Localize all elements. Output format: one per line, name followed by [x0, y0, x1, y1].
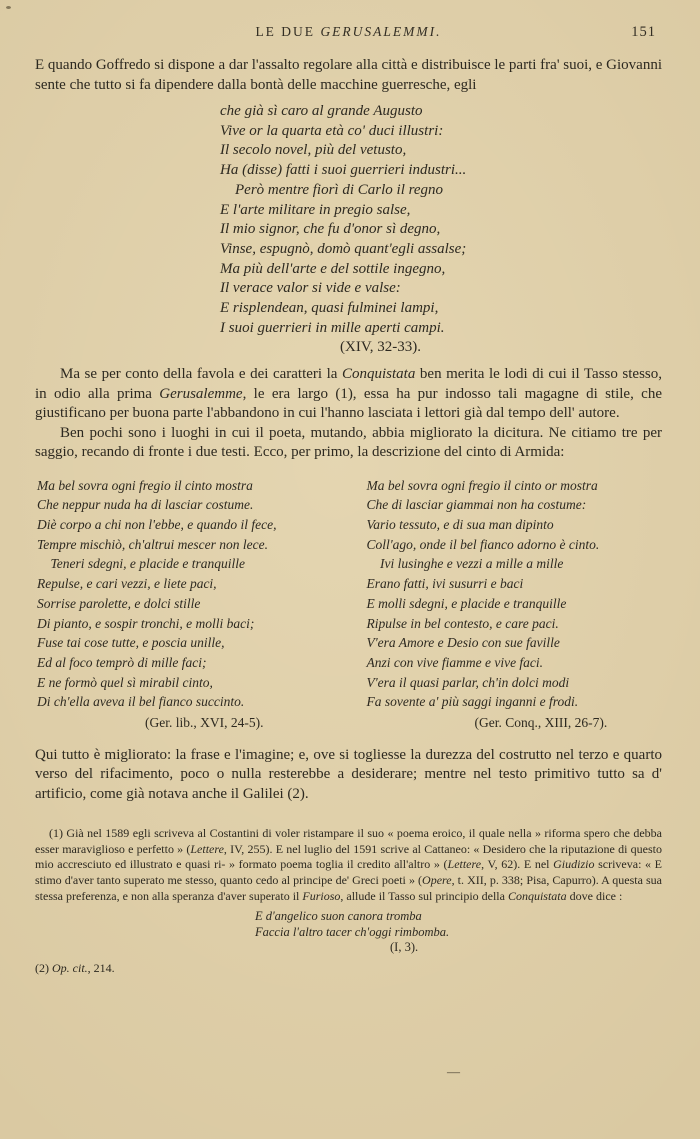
italic-text: Conquistata	[342, 366, 416, 383]
verse-line: Diè corpo a chi non l'ebbe, e quando il fece,	[37, 517, 277, 533]
verse-citation: (I, 3).	[390, 940, 419, 955]
italic-text: Gerusalemme	[159, 385, 243, 402]
verse-line: Repulse, e cari vezzi, e liete paci,	[37, 576, 217, 592]
verse-lines	[367, 476, 663, 712]
separator-dash: —	[447, 1064, 459, 1079]
verse-line: Che di lasciar giammai non ha costume:	[366, 497, 587, 513]
verse-line: E risplendean, quasi fulminei lampi,	[220, 300, 439, 317]
paragraph-conclusion: Qui tutto è migliorato: la frase e l'imagine; e, ove si togliesse la durezza del costrutto nel terzo e quarto verso del rifacimento, poco o nulla resterebbe a desiderare; mentre nel testo primitivo tutto sa d' artificio, come già notava anche il Galilei (2).	[35, 746, 662, 802]
verse-line: Fa sovente a' più saggi inganni e frodi.	[366, 694, 579, 710]
verse-citation: (Ger. Conq., XIII, 26-7).	[474, 715, 608, 731]
verse-line: Il verace valor si vide e valse:	[220, 280, 401, 297]
verse-line: Ripulse in bel contesto, e care paci.	[366, 615, 559, 631]
verse-line: I suoi guerrieri in mille aperti campi.	[220, 319, 445, 336]
page-header	[35, 24, 662, 44]
verse-line: Tempre mischiò, ch'altrui mescer non lece.	[37, 536, 268, 552]
italic-text: Lettere	[447, 857, 482, 872]
verse-lines	[37, 476, 333, 712]
italic-text: Lettere	[190, 841, 224, 856]
verse-line: Ma bel sovra ogni fregio il cinto mostra	[37, 477, 253, 493]
verse-line: Vive or la quarta età co' duci illustri:	[220, 122, 444, 139]
verse-line: Il mio signor, che fu d'onor sì degno,	[220, 221, 441, 238]
italic-text: GERUSALEMMI.	[320, 24, 442, 39]
verse-line: Che neppur nuda ha di lasciar costume.	[37, 497, 254, 513]
verse-line: Di pianto, e sospir tronchi, e molli baci;	[37, 615, 255, 631]
verse-line: Erano fatti, ivi susurri e baci	[366, 576, 524, 592]
verse-line: Teneri sdegni, e placide e tranquille	[37, 556, 245, 572]
verse-line: Ma più dell'arte e del sottile ingegno,	[220, 260, 446, 277]
footnotes	[35, 826, 662, 976]
italic-text: Furioso	[302, 888, 341, 903]
verse-line: Vario tessuto, e di sua man dipinto	[366, 517, 554, 533]
verse-line: che già sì caro al grande Augusto	[220, 103, 423, 119]
paragraph-conquistata: Ma se per conto della favola e dei caratteri la Conquistata ben merita le lodi di cui il Tasso stesso, in odio alla prima Gerusalemme, le era largo (1), essa ha pur indosso tali magagne di stile, che giustificano per buona parte l'abbandono in cui l'hanno lasciata i lettori già dal tempo dell' autore.	[35, 366, 662, 422]
verse-line: Di ch'ella aveva il bel fianco succinto.	[37, 694, 245, 710]
verse-line: Ivi lusinghe e vezzi a mille a mille	[366, 556, 564, 572]
verse-line: Il secolo novel, più del vetusto,	[220, 142, 407, 159]
paper-speck	[6, 6, 11, 9]
paragraph-cinto-intro: Ben pochi sono i luoghi in cui il poeta, mutando, abbia migliorato la dicitura. Ne citiamo tre per saggio, recando di fronte i due testi. Ecco, per primo, la descrizione del cinto di Armida:	[35, 424, 662, 461]
verse-quote-augusto	[220, 102, 662, 358]
verse-citation: (Ger. lib., XVI, 24-5).	[145, 715, 264, 731]
verse-line: E l'arte militare in pregio salse,	[220, 201, 411, 218]
italic-text: Op. cit.	[52, 961, 88, 976]
verse-line: Anzi con vive fiamme e vive faci.	[366, 654, 544, 670]
verse-line: Ed al foco temprò di mille faci;	[37, 654, 207, 670]
italic-text: Giudizio	[553, 857, 595, 872]
verse-line: Ma bel sovra ogni fregio il cinto or mostra	[366, 477, 598, 493]
verse-line: E ne formò quel sì mirabil cinto,	[37, 674, 213, 690]
verse-conquistata	[367, 476, 663, 733]
verse-liberata	[37, 476, 333, 733]
verse-line: V'era Amore e Desio con sue faville	[366, 635, 560, 651]
verse-lines	[255, 909, 662, 940]
verse-line: Vinse, espugnò, domò quant'egli assalse;	[220, 240, 467, 257]
verse-line: V'era il quasi parlar, ch'in dolci modi	[366, 674, 570, 690]
italic-text: Conquistata	[507, 888, 567, 903]
verse-line: Sorrise parolette, e dolci stille	[37, 595, 201, 611]
footnote-1: (1) Già nel 1589 egli scriveva al Costantini di voler ristampare il suo « poema eroico, il quale nella » riforma spero che debba esser maraviglioso e perfetto » (Lettere, IV, 255). E nel luglio del 1591 scrive al Cattaneo: « Desidero che la riputazione di questo mio accresciuto ed illustrato e quasi ri- » formato poema toglia il credito all'altro » (Lettere, V, 62). E nel Giudizio scriveva: « E stimo d'aver tanto superato me stesso, quanto cedo al principe de' Greci poeti » (Opere, t. XII, p. 338; Pisa, Capurro). A questa sua stessa preferenza, e non alla speranza d'aver superato il Furioso, allude il Tasso sul principio della Conquistata dove dice :	[35, 826, 663, 903]
italic-text: Opere	[422, 873, 452, 888]
verse-lines	[220, 102, 662, 338]
verse-line: Faccia l'altro tacer ch'oggi rimbomba.	[255, 924, 450, 939]
verse-line: Però mentre fiorì di Carlo il regno	[220, 181, 444, 198]
verse-line: Fuse tai cose tutte, e poscia unille,	[37, 635, 225, 651]
running-title: LE DUE GERUSALEMMI.	[255, 24, 442, 39]
paragraph-intro: E quando Goffredo si dispone a dar l'assalto regolare alla città e distribuisce le parti fra' suoi, e Giovanni sente che tutto si fa dipendere dalla bontà delle macchine guerresche, egli	[35, 57, 663, 93]
page-number: 151	[631, 24, 656, 40]
verse-citation: (XIV, 32-33).	[340, 339, 421, 356]
footnote-2: (2) Op. cit., 214.	[35, 961, 115, 976]
footnote-verse	[255, 909, 662, 956]
verse-line: Coll'ago, onde il bel fianco adorno è cinto.	[366, 536, 600, 552]
verse-comparison	[37, 476, 662, 733]
verse-line: E molli sdegni, e placide e tranquille	[366, 595, 567, 611]
verse-line: E d'angelico suon canora tromba	[255, 909, 422, 924]
verse-line: Ha (disse) fatti i suoi guerrieri industri...	[220, 162, 467, 179]
